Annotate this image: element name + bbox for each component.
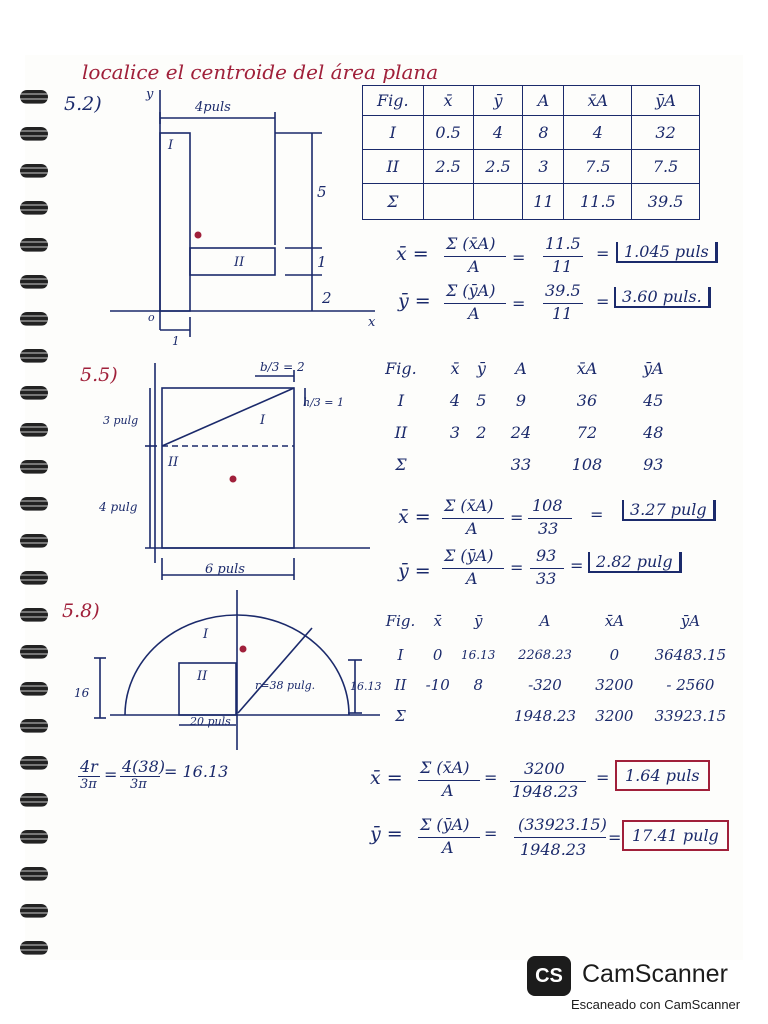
th-fig: Fig. bbox=[385, 612, 416, 630]
dim-bottom-20: 20 puls bbox=[190, 715, 231, 728]
table-cell: 36 bbox=[576, 390, 598, 410]
page-heading: localice el centroide del área plana bbox=[82, 60, 439, 84]
axis-x: x bbox=[368, 315, 376, 330]
dim-bottom: 1 bbox=[172, 334, 180, 348]
table-cell bbox=[473, 184, 523, 220]
table-cell: 32 bbox=[632, 116, 700, 150]
table-cell: Σ bbox=[395, 707, 406, 725]
table-cell: 36483.15 bbox=[654, 646, 727, 664]
table-cell: 5 bbox=[476, 390, 487, 410]
dim-right-16-13: 16.13 bbox=[350, 680, 382, 693]
table-cell: 2 bbox=[476, 422, 487, 442]
dim-right-h3: h/3 = 1 bbox=[303, 396, 344, 409]
table-cell: 16.13 bbox=[461, 648, 496, 662]
dim-left-16: 16 bbox=[74, 686, 90, 700]
problem-5-2-label: 5.2) bbox=[64, 93, 102, 115]
problem-5-8-table bbox=[380, 602, 740, 732]
problem-5-8-label: 5.8) bbox=[62, 600, 100, 622]
problem-5-2-figure bbox=[100, 85, 390, 348]
table-cell: 11 bbox=[523, 184, 564, 220]
fig-label-I: I bbox=[168, 138, 174, 153]
problem-5-8-figure bbox=[74, 585, 382, 755]
fig-label-II: II bbox=[197, 669, 208, 684]
camscanner-logo: CS bbox=[527, 956, 571, 996]
th-a: A bbox=[523, 86, 564, 116]
table-cell: -10 bbox=[425, 676, 450, 694]
problem-5-2-table bbox=[362, 85, 700, 220]
th-x: x̄ bbox=[450, 358, 460, 378]
table-cell: 7.5 bbox=[564, 150, 632, 184]
table-cell bbox=[468, 448, 494, 480]
table-cell: 0 bbox=[432, 646, 443, 664]
th-y: ȳ bbox=[473, 86, 523, 116]
th-a: A bbox=[539, 612, 551, 630]
table-cell: 72 bbox=[576, 422, 598, 442]
th-xa: x̄A bbox=[604, 612, 625, 630]
table-cell: 24 bbox=[510, 422, 532, 442]
th-x: x̄ bbox=[433, 612, 442, 630]
table-cell: 2.5 bbox=[473, 150, 523, 184]
th-ya: ȳA bbox=[632, 86, 700, 116]
fig-label-I: I bbox=[260, 413, 266, 428]
table-cell: 3200 bbox=[595, 707, 634, 725]
problem-5-5-label: 5.5) bbox=[80, 364, 118, 386]
table-cell bbox=[454, 700, 502, 732]
th-xa: x̄A bbox=[564, 86, 632, 116]
th-a: A bbox=[515, 358, 527, 378]
table-cell: I bbox=[397, 646, 404, 664]
table-cell: - 2560 bbox=[666, 676, 715, 694]
th-x: x̄ bbox=[423, 86, 473, 116]
table-cell: I bbox=[397, 390, 405, 410]
table-cell: 48 bbox=[643, 422, 664, 442]
table-cell: 8 bbox=[523, 116, 564, 150]
table-cell: Σ bbox=[363, 184, 424, 220]
camscanner-brand: CamScanner bbox=[582, 960, 728, 988]
table-cell: 93 bbox=[643, 454, 664, 474]
table-cell: 4 bbox=[564, 116, 632, 150]
table-cell: 3 bbox=[449, 422, 461, 442]
camscanner-caption: Escaneado con CamScanner bbox=[571, 997, 741, 1012]
fig-label-II: II bbox=[234, 255, 245, 270]
table-cell: 0 bbox=[609, 646, 620, 664]
table-cell: 8 bbox=[473, 676, 483, 694]
dim-left-3: 3 pulg bbox=[103, 414, 139, 427]
table-cell: -320 bbox=[528, 676, 562, 694]
th-fig: Fig. bbox=[363, 86, 424, 116]
dim-right-5: 5 bbox=[317, 183, 327, 201]
table-cell: 1948.23 bbox=[513, 707, 576, 725]
problem-5-5-table bbox=[360, 352, 680, 480]
table-cell: 33923.15 bbox=[654, 707, 727, 725]
dim-top-b3: b/3 = 2 bbox=[260, 360, 305, 374]
th-fig: Fig. bbox=[385, 358, 417, 378]
th-xa: x̄A bbox=[576, 358, 598, 378]
axis-y: y bbox=[146, 87, 154, 102]
table-cell: II bbox=[394, 676, 407, 694]
fig-label-I: I bbox=[203, 627, 209, 642]
table-cell: 11.5 bbox=[564, 184, 632, 220]
dim-radius: r=38 pulg. bbox=[255, 679, 316, 692]
problem-5-5-figure bbox=[95, 358, 385, 588]
table-cell: Σ bbox=[395, 454, 407, 474]
table-cell: 7.5 bbox=[632, 150, 700, 184]
table-cell: I bbox=[363, 116, 424, 150]
dim-right-1: 1 bbox=[317, 253, 327, 271]
table-cell bbox=[442, 448, 468, 480]
dim-bottom-6: 6 puls bbox=[205, 562, 245, 577]
th-y: ȳ bbox=[473, 612, 483, 630]
table-cell: 108 bbox=[571, 454, 603, 474]
table-cell: II bbox=[394, 422, 408, 442]
table-cell: 4 bbox=[449, 390, 461, 410]
table-cell: 3200 bbox=[595, 676, 634, 694]
table-cell: 2.5 bbox=[423, 150, 473, 184]
dim-right-2: 2 bbox=[322, 289, 332, 307]
table-cell bbox=[421, 700, 454, 732]
table-cell bbox=[423, 184, 473, 220]
table-cell: 39.5 bbox=[632, 184, 700, 220]
dim-left-4: 4 pulg bbox=[99, 500, 138, 514]
th-ya: ȳA bbox=[642, 358, 664, 378]
axis-origin: o bbox=[148, 311, 155, 324]
th-ya: ȳA bbox=[680, 612, 701, 630]
th-y: ȳ bbox=[476, 358, 486, 378]
table-cell: 9 bbox=[515, 390, 527, 410]
table-cell: 3 bbox=[523, 150, 564, 184]
table-cell: 4 bbox=[473, 116, 523, 150]
table-cell: 45 bbox=[643, 390, 664, 410]
fig-label-II: II bbox=[168, 455, 179, 470]
table-cell: 2268.23 bbox=[518, 647, 572, 663]
table-cell: 33 bbox=[510, 454, 532, 474]
dim-top: 4puls bbox=[195, 100, 231, 115]
table-cell: II bbox=[363, 150, 424, 184]
table-cell: 0.5 bbox=[423, 116, 473, 150]
